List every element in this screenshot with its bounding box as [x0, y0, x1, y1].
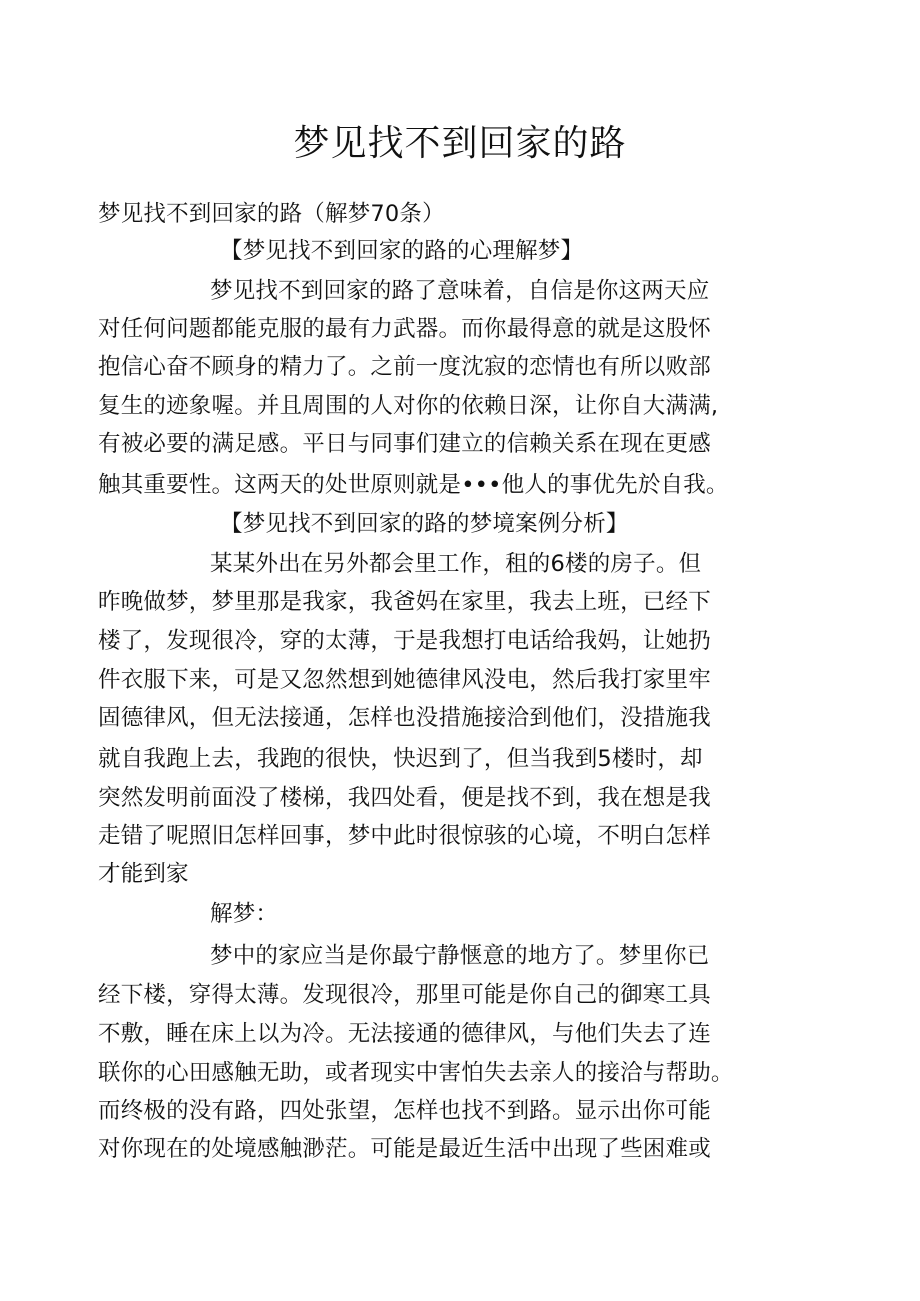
paragraph-line: 昨晚做梦，梦里那是我家，我爸妈在家里，我去上班，已经下 — [98, 589, 711, 615]
interpretation-label: 解梦： — [210, 901, 279, 927]
paragraph-line: 件衣服下来，可是又忽然想到她德律风没电，然后我打家里牢 — [98, 667, 711, 693]
paragraph-line: 而终极的没有路，四处张望，怎样也找不到路。显示出你可能 — [98, 1098, 711, 1124]
paragraph-line: 复生的迹象喔。并且周围的人对你的依赖日深，让你自大满满, — [98, 393, 719, 419]
section-heading-psychology: 【梦见找不到回家的路的心理解梦】 — [220, 238, 584, 264]
paragraph-line: 对任何问题都能克服的最有力武器。而你最得意的就是这股怀 — [98, 316, 711, 342]
paragraph-line: 就自我跑上去，我跑的很快，快迟到了，但当我到5楼时，却 — [98, 746, 703, 772]
paragraph-line: 不敷，睡在床上以为冷。无法接通的德律风，与他们失去了连 — [98, 1021, 711, 1047]
paragraph-line: 联你的心田感触无助，或者现实中害怕失去亲人的接洽与帮助。 — [98, 1060, 734, 1086]
paragraph-line: 对你现在的处境感触渺茫。可能是最近生活中出现了些困难或 — [98, 1136, 711, 1162]
paragraph-line: 触其重要性。这两天的处世原则就是•••他人的事优先於自我。 — [98, 472, 729, 498]
paragraph-line: 走错了呢照旧怎样回事，梦中此时很惊骇的心境，不明白怎样 — [98, 823, 711, 849]
paragraph-line: 固德律风，但无法接通，怎样也没措施接洽到他们，没措施我 — [98, 705, 711, 731]
paragraph-line: 突然发明前面没了楼梯，我四处看，便是找不到，我在想是我 — [98, 785, 711, 811]
document-title: 梦见找不到回家的路 — [293, 123, 627, 164]
section-heading-case-analysis: 【梦见找不到回家的路的梦境案例分析】 — [220, 511, 629, 537]
paragraph-line: 经下楼，穿得太薄。发现很冷，那里可能是你自己的御寒工具 — [98, 982, 711, 1008]
document-subtitle: 梦见找不到回家的路（解梦70条） — [98, 201, 445, 227]
paragraph-line: 有被必要的满足感。平日与同事们建立的信赖关系在现在更感 — [98, 431, 711, 457]
paragraph-line: 某某外出在另外都会里工作，租的6楼的房子。但 — [210, 551, 702, 577]
paragraph-line: 楼了，发现很冷，穿的太薄，于是我想打电话给我妈，让她扔 — [98, 628, 711, 654]
paragraph-line: 梦中的家应当是你最宁静惬意的地方了。梦里你已 — [210, 943, 710, 969]
paragraph-line: 梦见找不到回家的路了意味着，自信是你这两天应 — [210, 278, 710, 304]
paragraph-line: 才能到家 — [98, 861, 189, 887]
paragraph-line: 抱信心奋不顾身的精力了。之前一度沈寂的恋情也有所以败部 — [98, 354, 711, 380]
